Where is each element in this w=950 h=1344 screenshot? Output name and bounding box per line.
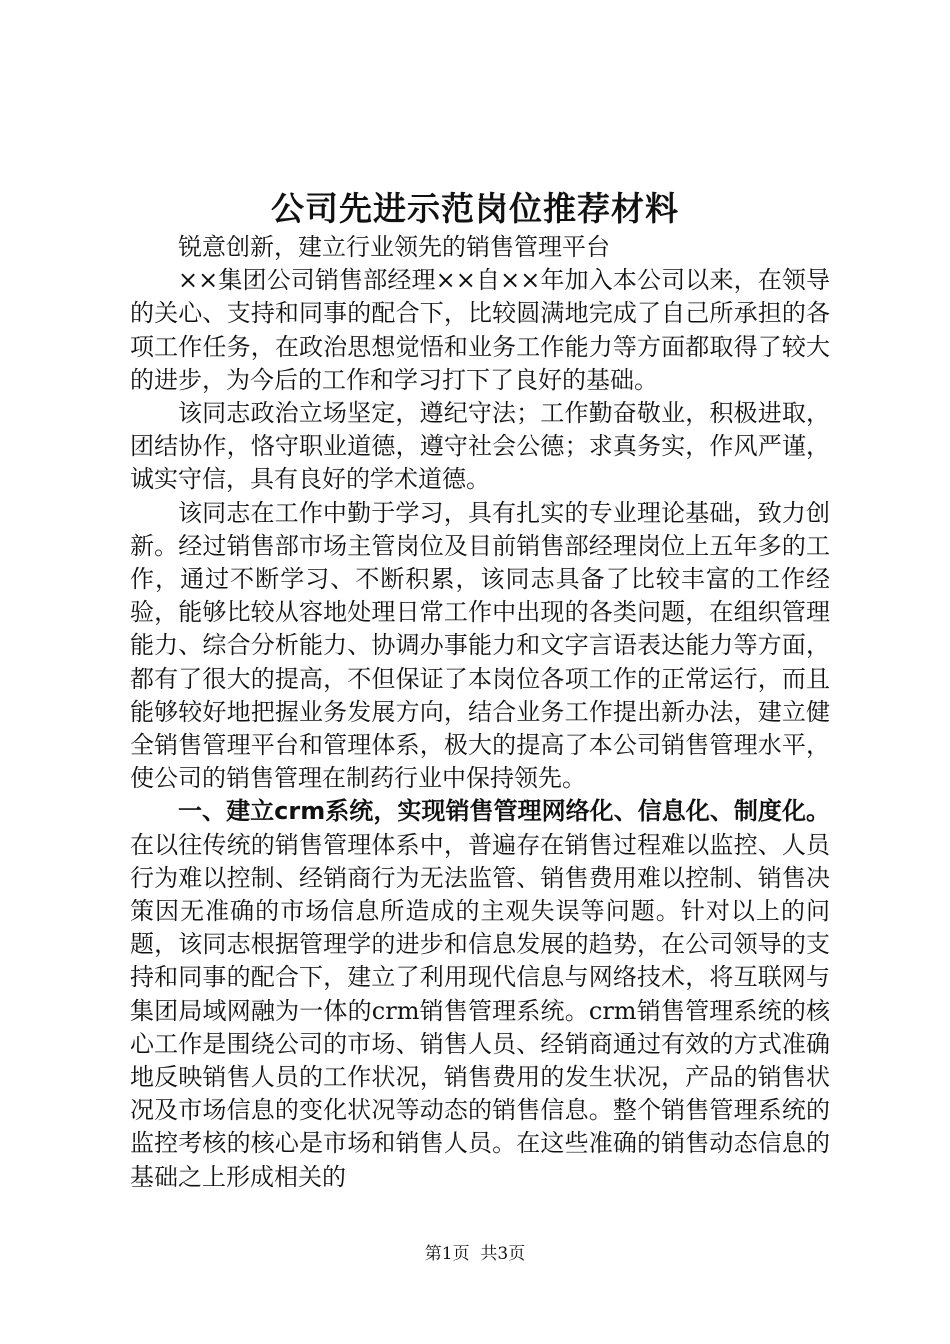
- ability-paragraph: 该同志在工作中勤于学习，具有扎实的专业理论基础，致力创新。经过销售部市场主管岗位及目前销售部经理岗位上五年多的工作，通过不断学习、不断积累，该同志具备了比较丰富的工作经验，能够比较从容地处理日常工作中出现的各类问题，在组织管理能力、综合分析能力、协调办事能力和文字言语表达能力等方面，都有了很大的提高，不但保证了本岗位各项工作的正常运行，而且能够较好地把握业务发展方向，结合业务工作提出新办法，建立健全销售管理平台和管理体系，极大的提高了本公司销售管理水平，使公司的销售管理在制药行业中保持领先。: [130, 498, 830, 793]
- section1-body: 在以往传统的销售管理体系中，普遍存在销售过程难以监控、人员行为难以控制、经销商行为无法监管、销售费用难以控制、销售决策因无准确的市场信息所造成的主观失误等问题。针对以上的问题，该同志根据管理学的进步和信息发展的趋势，在公司领导的支持和同事的配合下，建立了利用现代信息与网络技术，将互联网与集团局域网融为一体的crm销售管理系统。crm销售管理系统的核心工作是围绕公司的市场、销售人员、经销商通过有效的方式准确地反映销售人员的工作状况，销售费用的发生状况，产品的销售状况及市场信息的变化状况等动态的销售信息。整个销售管理系统的监控考核的核心是市场和销售人员。在这些准确的销售动态信息的基础之上形成相关的: [130, 830, 830, 1191]
- section1-heading: 一、建立crm系统，实现销售管理网络化、信息化、制度化。: [178, 797, 830, 826]
- conduct-paragraph: 该同志政治立场坚定，遵纪守法；工作勤奋敬业，积极进取，团结协作，恪守职业道德，遵守社会公德；求真务实，作风严谨，诚实守信，具有良好的学术道德。: [130, 399, 830, 494]
- page-footer: 第1页 共3页: [424, 1244, 526, 1264]
- intro-paragraph: ××集团公司销售部经理××自××年加入本公司以来，在领导的关心、支持和同事的配合下，比较圆满地完成了自己所承担的各项工作任务，在政治思想觉悟和业务工作能力等方面都取得了较大的进步，为今后的工作和学习打下了良好的基础。: [130, 266, 830, 394]
- document-title: 公司先进示范岗位推荐材料: [271, 189, 679, 228]
- section1-paragraph: [130, 795, 830, 1193]
- subtitle-paragraph: 锐意创新，建立行业领先的销售管理平台: [178, 233, 610, 261]
- document-body: [130, 231, 830, 1194]
